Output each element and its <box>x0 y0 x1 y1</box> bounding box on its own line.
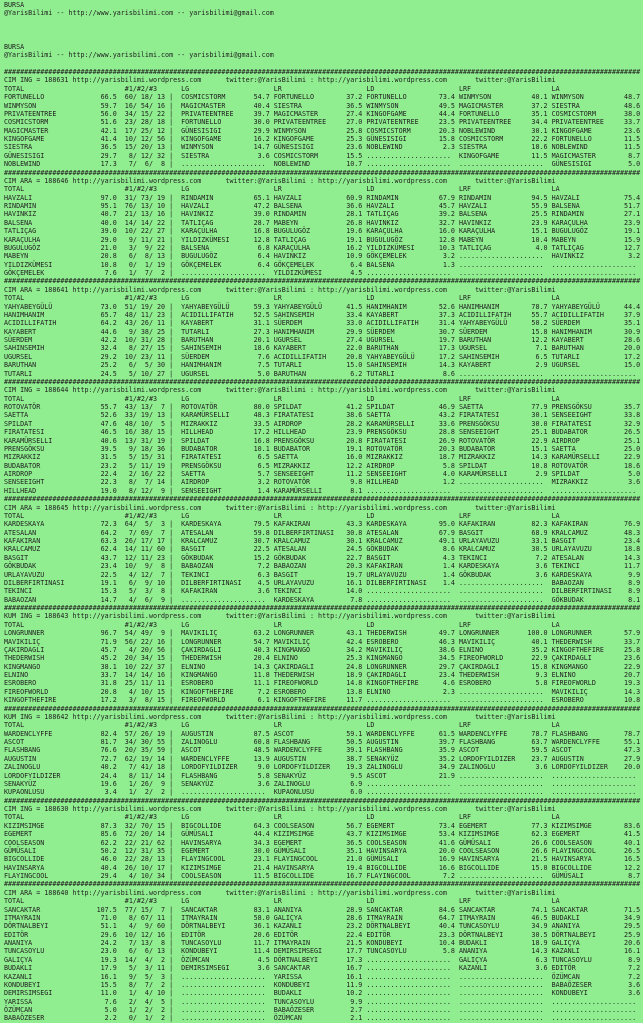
table-row: DÖRTNALBEYI 51.1 4/ 9/ 60 | DÖRTNALBEYI 36.1 KAZANLI 23.2 DÖRTNALBEYI 40.4 TUNCASOYLU 34.9 ANANIYA 29.5 <box>4 922 641 931</box>
column-header-line: TOTAL #1/#2/#3 LG LR LD LRF LA <box>4 620 560 629</box>
race-section <box>4 604 643 705</box>
table-row: KRALCAMUZ 62.4 14/ 11/ 60 | BASGIT 22.5 ATESALAN 24.5 GÖKBUDAK 8.6 KRALCAMUZ 30.5 URLAYAVUZU 18.8 <box>4 545 641 554</box>
race-section <box>4 797 643 881</box>
race-section <box>4 68 643 169</box>
table-row: KAZANLI 16.1 9/ 5/ 3 | ..................... YARISSA 16.1 ..................... ..................... ÖZÜMCAN 7.2 <box>4 972 641 981</box>
column-header-line: TOTAL #1/#2/#3 LG LR LD LRF LA <box>4 294 560 303</box>
contact-line: @YarisBilimi -- http://www.yarisbilimi.com -- yarisbilimi@gmail.com <box>4 9 274 18</box>
table-row: THEDERWISH 45.2 20/ 34/ 15 | THEDERWISH 20.4 ELNINO 25.3 KINGMANGO 34.5 FIREOFWORLD 22.9 ÇAKIRDAGLI 23.6 <box>4 654 641 663</box>
section-header-line: KUM ING = 188642 http://yarisbilimi.wordpress.com twitter:@YarisBilimi : http://yarisbilimi.wordpress.com twitter:@YarisBilimi <box>4 712 556 721</box>
table-row: ELNINO 33.7 14/ 14/ 16 | KINGMANGO 11.8 THEDERWISH 18.9 ÇAKIRDAGLI 23.4 THEDERWISH 9.3 ELNINO 20.7 <box>4 671 641 679</box>
race-section <box>4 378 643 495</box>
table-row: GÖKÇEMELEK 7.6 1/ 7/ 2 | ..................... YILDIZKÜMESI 4.5 ..................... ..................... ..................... <box>4 269 641 277</box>
separator-line: ############################################################################################################################################################## <box>4 168 641 177</box>
table-row: HAVINKIZ 40.7 21/ 13/ 16 | HAVINKIZ 39.0 RINDAMIN 28.1 TATLIÇAG 39.2 BALSENA 25.5 RINDAMIN 27.1 <box>4 210 641 219</box>
race-section <box>4 705 643 797</box>
separator-line: ############################################################################################################################################################## <box>4 880 641 889</box>
sections-container <box>4 68 643 1023</box>
section-header-line: CIM ARA = 188641 http://yarisbilimi.wordpress.com twitter:@YarisBilimi : http://yarisbilimi.wordpress.com twitter:@YarisBilimi <box>4 285 556 294</box>
table-row: HILLHEAD 19.0 8/ 12/ 9 | SENSEEIGHT 1.4 KARAMÜRSELLI 8.1 ..................... ..................... ..................... <box>4 486 641 495</box>
table-row: HANIMHANIM 65.7 48/ 11/ 23 | ACIDILLIFATIH 52.5 SAHINSEMIH 33.4 KAYABERT 37.3 ACIDILLIFATIH 55.7 ACIDILLIFATIH 37.9 <box>4 310 641 319</box>
table-row: BIGCOLLIDE 46.0 22/ 28/ 13 | FLAYINGCOOL 23.1 FLAYINGCOOL 21.0 GÜMÜSALI 16.9 HAVINSARYA 21.5 HAVINSARYA 16.5 <box>4 855 641 864</box>
table-row: YARISSA 7.6 2/ 4/ 5 | ..................... TUNCASOYLU 9.9 ..................... ..................... ..................... <box>4 997 641 1006</box>
table-row: TEKINCI 15.3 5/ 3/ 8 | KAFAKIRAN 3.6 TEKINCI 14.0 ..................... ..................... DILBERFIRTINASI 8.9 <box>4 587 641 596</box>
table-row: KUPAONLUSU 3.4 1/ 2/ 2 | ..................... KUPAONLUSU 6.0 ..................... ..................... ..................... <box>4 788 641 797</box>
table-row: FLAYINGCOOL 29.4 4/ 10/ 34 | COOLSEASON 11.5 BIGCOLLIDE 16.7 FLAYINGCOOL 7.2 ..................... GÜMÜSALI 8.7 <box>4 872 641 880</box>
blank-line <box>4 60 643 68</box>
table-row: BUDABATOR 23.2 5/ 11/ 19 | PRENSGÖKSU 6.5 MIZRAKKIZ 12.2 AIRDROP 5.8 SPILDAT 10.8 ROTOVATÖR 18.6 <box>4 461 641 470</box>
table-row: SENAKYÜZ 19.6 1/ 26/ 9 | SENAKYÜZ 3.6 ZALINOGLU 6.9 ..................... ..................... ..................... <box>4 779 641 788</box>
separator-line: ############################################################################################################################################################## <box>4 604 641 612</box>
section-header-line: CIM ING = 188630 http://yarisbilimi.wordpress.com twitter:@YarisBilimi : http://yarisbilimi.wordpress.com twitter:@YarisBilimi <box>4 805 556 813</box>
table-row: BABAÖZESER 2.2 0/ 1/ 2 | ..................... ÖZÜMCAN 2.1 ..................... ..................... ..................... <box>4 1014 641 1023</box>
table-row: ÇAKIRDAGLI 45.7 4/ 20/ 56 | ÇAKIRDAGLI 40.3 KINGMANGO 34.2 MAVIKILIÇ 38.6 ELNINO 35.2 KINGOFTHEFIRE 25.8 <box>4 645 641 654</box>
table-row: BASGIT 43.7 12/ 11/ 23 | GÖKBUDAK 15.2 GÖKBUDAK 22.7 BASGIT 4.3 TEKINCI 7.2 ATESALAN 14.3 <box>4 553 641 562</box>
separator-line: ############################################################################################################################################################## <box>4 796 641 805</box>
table-row: KONDUBEYI 15.5 8/ 7/ 2 | ..................... KONDUBEYI 11.9 ..................... ..................... BABAÖZESER 3.6 <box>4 980 641 989</box>
race-section <box>4 880 643 1022</box>
section-header-line: CIM ARA = 188645 http://yarisbilimi.wordpress.com twitter:@YarisBilimi : http://yarisbilimi.wordpress.com twitter:@YarisBilimi <box>4 503 556 512</box>
table-row: WINMYSON 59.7 16/ 54/ 16 | MAGICMASTER 40.4 SIESTRA 36.5 WINMYSON 49.5 MAGICMASTER 37.2 SIESTRA 48.6 <box>4 101 641 110</box>
table-row: COOLSEASON 62.2 22/ 21/ 62 | HAVINSARYA 34.3 EGEMERT 36.5 COOLSEASON 41.6 GÜMÜSALI 26.6 COOLSEASON 40.1 <box>4 838 641 847</box>
table-row: KAFAKIRAN 63.3 26/ 17/ 17 | KRALCAMUZ 30.7 KRALCAMUZ 30.1 KRALCAMUZ 49.1 URLAYAVUZU 33.1 BASGIT 23.4 <box>4 537 641 545</box>
table-row: BUDAKLI 17.9 5/ 3/ 11 | DEMIRSIMSEGI 3.6 SANCAKTAR 16.7 ..................... KAZANLI 3.6 EDITÖR 7.2 <box>4 964 641 973</box>
table-row: RINDAMIN 95.1 76/ 13/ 10 | HAVZALI 47.2 BALSENA 36.6 HAVZALI 45.7 HAVZALI 55.9 BALSENA 51.7 <box>4 202 641 210</box>
table-row: EDITÖR 29.6 10/ 12/ 16 | EDITÖR 20.6 EDITÖR 22.4 EDITÖR 23.3 DÖRTNALBEYI 30.5 DÖRTNALBEYI 25.9 <box>4 930 641 939</box>
table-row: HAVZALI 97.0 31/ 73/ 19 | RINDAMIN 65.1 HAVZALI 60.9 RINDAMIN 67.9 RINDAMIN 94.5 HAVZALI 75.4 <box>4 193 641 202</box>
table-row: PRIVATEENTREE 56.0 34/ 15/ 22 | PRIVATEENTREE 39.7 MAGICMASTER 27.4 KINGOFGAME 44.4 FORTUNELLO 35.1 COSMICSTORM 38.0 <box>4 109 641 118</box>
section-header-line: KUM ING = 188643 http://yarisbilimi.wordpress.com twitter:@YarisBilimi : http://yarisbilimi.wordpress.com twitter:@YarisBilimi <box>4 612 556 621</box>
track-name: BURSA <box>4 42 25 51</box>
table-row: DILBERFIRTINASI 19.1 6/ 9/ 10 | DILBERFIRTINASI 4.5 URLAYAVUZU 16.1 DILBERFIRTINASI 1.4 ..................... BABAOZAN 8.9 <box>4 578 641 587</box>
column-header-line: TOTAL #1/#2/#3 LG LR LD LRF LA <box>4 721 560 730</box>
table-row: TUNCASOYLU 23.0 6/ 6/ 13 | KONDUBEYI 11.4 DEMIRSIMSEGI 17.7 TUNCASOYLU 5.8 ANANIYA 14.3 KAZANLI 16.1 <box>4 947 641 956</box>
table-row: ÖZÜMCAN 5.0 1/ 2/ 2 | ..................... BABAÖZESER 2.7 ..................... ..................... ..................... <box>4 1006 641 1014</box>
table-row: YAHYABEYGÜLÜ 73.0 51/ 19/ 20 | YAHYABEYGÜLÜ 59.3 YAHYABEYGÜLÜ 41.5 HANIMHANIM 52.6 HANIMHANIM 78.7 YAHYABEYGÜLÜ 44.4 <box>4 302 641 311</box>
blank-line <box>4 26 643 34</box>
race-section <box>4 169 643 278</box>
table-row: SANCAKTAR 107.5 77/ 15/ 7 | SANCAKTAR 83.1 ANANIYA 28.9 SANCAKTAR 84.6 SANCAKTAR 74.1 SANCAKTAR 71.5 <box>4 905 641 914</box>
table-row: LONGRUNNER 96.7 54/ 49/ 9 | MAVIKILIÇ 63.2 LONGRUNNER 43.1 THEDERWISH 49.7 LONGRUNNER 100.0 LONGRUNNER 57.9 <box>4 629 641 638</box>
column-header-line: TOTAL #1/#2/#3 LG LR LD LRF LA <box>4 84 560 93</box>
separator-line: ############################################################################################################################################################## <box>4 704 641 713</box>
table-row: KINGOFGAME 41.4 10/ 12/ 56 | KINGOFGAME 16.2 KINGOFGAME 25.3 GÜNESISIGI 15.8 COSMICSTORM 22.2 FORTUNELLO 11.5 <box>4 135 641 143</box>
table-row: ACIDILLIFATIH 64.2 43/ 26/ 11 | KAYABERT 31.1 SÜERDEM 33.0 ACIDILLIFATIH 31.4 YAHYABEYGÜLÜ 50.2 SÜERDEM 35.1 <box>4 319 641 328</box>
table-row: SENSEEIGHT 22.3 8/ 7/ 14 | AIRDROP 3.2 ROTOVATÖR 9.8 HILLHEAD 1.2 ..................... MIZRAKKIZ 3.6 <box>4 478 641 487</box>
table-row: GÜNESISIGI 29.7 8/ 12/ 32 | SIESTRA 3.6 COSMICSTORM 15.5 ..................... KINGOFGAME 11.5 MAGICMASTER 8.7 <box>4 151 641 160</box>
table-row: AUGUSTIN 72.7 62/ 19/ 14 | WARDENCLYFFE 13.9 AUGUSTIN 38.7 SENAKYÜZ 35.2 LORDOFYILDIZER 23.7 AUGUSTIN 27.9 <box>4 754 641 763</box>
table-row: NOBLEWIND 17.3 7/ 6/ 8 | ..................... NOBLEWIND 10.7 ..................... ..................... GÜNESISIGI 5.0 <box>4 160 641 169</box>
table-row: LORDOFYILDIZER 24.4 8/ 11/ 14 | FLASHBANG 5.8 SENAKYÜZ 9.5 ASCOT 21.9 ..................... ..................... <box>4 771 641 780</box>
separator-line: ############################################################################################################################################################## <box>4 495 641 504</box>
table-row: TATLIÇAG 39.0 10/ 22/ 27 | KARAÇULHA 16.8 BUGULUGÖZ 19.6 KARAÇULHA 16.0 KARAÇULHA 15.1 BUGULUGÖZ 19.1 <box>4 227 641 236</box>
section-header-line: CIM ARA = 188640 http://yarisbilimi.wordpress.com twitter:@YarisBilimi : http://yarisbilimi.wordpress.com twitter:@YarisBilimi <box>4 888 556 897</box>
table-row: MABEYN 20.8 6/ 8/ 13 | BUGULUGÖZ 6.4 HAVINKIZ 10.9 GÖKÇEMELEK 3.2 ..................... HAVINKIZ 3.2 <box>4 252 641 261</box>
table-row: AIRDROP 22.4 2/ 16/ 22 | SAETTA 5.7 SENSEEIGHT 11.2 SENSEEIGHT 4.0 KARAMÜRSELLI 2.9 SPILDAT 5.0 <box>4 470 641 478</box>
blank-line <box>4 18 643 26</box>
table-row: SÜERDEM 42.2 10/ 31/ 28 | BARUTHAN 20.1 UGURSEL 27.4 UGURSEL 19.7 BARUTHAN 12.2 KAYABERT 28.6 <box>4 336 641 344</box>
table-row: KINGMANGO 38.1 10/ 22/ 37 | ELNINO 14.3 ÇAKIRDAGLI 24.8 LONGRUNNER 29.7 ÇAKIRDAGLI 15.8 KINGMANGO 22.9 <box>4 662 641 671</box>
table-row: ASCOT 81.7 34/ 30/ 55 | ZALINOGLU 60.8 FLASHBANG 50.5 AUGUSTIN 39.7 FLASHBANG 63.7 WARDENCLYFFE 55.1 <box>4 738 641 746</box>
contact-line: @YarisBilimi -- http://www.yarisbilimi.com -- yarisbilimi@gmail.com <box>4 51 274 60</box>
table-row: KARAÇULHA 29.0 9/ 11/ 21 | YILDIZKÜMESI 12.8 TATLIÇAG 19.1 BUGULUGÖZ 12.8 MABEYN 10.4 MABEYN 15.9 <box>4 235 641 244</box>
table-row: KIZIMSIMGE 87.3 32/ 70/ 15 | BIGCOLLIDE 64.3 COOLSEASON 56.7 EGEMERT 73.4 EGEMERT 77.3 KIZIMSIMGE 83.6 <box>4 821 641 830</box>
section-header-line: CIM ARA = 188646 http://yarisbilimi.wordpress.com twitter:@YarisBilimi : http://yarisbilimi.wordpress.com twitter:@YarisBilimi <box>4 176 556 185</box>
table-row: TUTARLI 24.5 5/ 10/ 27 | UGURSEL 5.0 BARUTHAN 6.2 TUTARLI 8.6 ..................... ..................... <box>4 369 641 378</box>
column-header-line: TOTAL #1/#2/#3 LG LR LD LRF LA <box>4 897 560 906</box>
table-row: ZALINOGLU 40.2 7/ 41/ 18 | LORDOFYILDIZER 9.0 LORDOFYILDIZER 19.3 ZALINOGLU 34.9 ZALINOGLU 3.6 LORDOFYILDIZER 20.0 <box>4 763 641 772</box>
table-row: WARDENCLYFFE 82.4 57/ 26/ 19 | AUGUSTIN 87.5 ASCOT 59.1 WARDENCLYFFE 61.5 WARDENCLYFFE 78.7 FLASHBANG 78.7 <box>4 729 641 738</box>
separator-line: ############################################################################################################################################################## <box>4 68 641 76</box>
table-row: SPILDAT 47.6 48/ 10/ 5 | MIZRAKKIZ 33.5 AIRDROP 28.2 KARAMÜRSELLI 33.6 PRENSGÖKSU 30.0 FIRATATESI 32.9 <box>4 419 641 428</box>
table-row: HAVINSARYA 40.4 26/ 10/ 17 | KIZIMSIMGE 21.4 HAVINSARYA 19.4 BIGCOLLIDE 16.6 BIGCOLLIDE 15.0 BIGCOLLIDE 12.2 <box>4 863 641 872</box>
table-row: URLAYAVUZU 22.5 4/ 12/ 7 | TEKINCI 6.3 BASGIT 19.7 URLAYAVUZU 1.4 GÖKBUDAK 3.6 KARDESKAYA 9.9 <box>4 570 641 579</box>
separator-line: ############################################################################################################################################################## <box>4 277 641 286</box>
table-row: KARAMÜRSELLI 40.6 13/ 31/ 19 | SPILDAT 16.8 PRENSGÖKSU 20.8 FIRATATESI 26.9 ROTOVATÖR 22.9 AIRDROP 25.1 <box>4 436 641 445</box>
table-row: ROTOVATÖR 55.7 43/ 13/ 7 | ROTOVATÖR 80.0 SPILDAT 41.2 SPILDAT 46.9 SAETTA 77.9 PRENSGÖKSU 35.7 <box>4 403 641 411</box>
column-header-line: TOTAL #1/#2/#3 LG LR LD LRF LA <box>4 813 560 822</box>
blank-line <box>4 35 643 43</box>
table-row: YILDIZKÜMESI 10.8 0/ 1/ 19 | GÖKÇEMELEK 6.4 GÖKÇEMELEK 6.4 BALSENA 1.3 ..................... ..................... <box>4 260 641 269</box>
table-row: BUGULUGÖZ 21.0 3/ 9/ 22 | BALSENA 6.8 KARAÇULHA 16.2 YILDIZKÜMESI 10.3 TATLIÇAG 4.0 TATLIÇAG 12.7 <box>4 243 641 252</box>
table-row: MAVIKILIÇ 71.9 56/ 22/ 16 | LONGRUNNER 54.7 MAVIKILIÇ 42.4 ESROBERO 46.3 MAVIKILIÇ 40.1 THEDERWISH 33.7 <box>4 637 641 646</box>
separator-line: ############################################################################################################################################################## <box>4 377 641 386</box>
table-row: MAGICMASTER 42.1 17/ 25/ 12 | GÜNESISIGI 29.9 WINMYSON 25.8 COSMICSTORM 20.3 NOBLEWIND 30.1 KINGOFGAME 23.6 <box>4 126 641 135</box>
table-row: PRENSGÖKSU 39.5 9/ 18/ 36 | BUDABATOR 10.1 BUDABATOR 19.1 ROTOVATÖR 20.3 BUDABATOR 15.1 SAETTA 25.0 <box>4 444 641 453</box>
table-row: GALIÇYA 19.3 14/ 4/ 2 | ÖZÜMCAN 4.5 DÖRTNALBEYI 17.3 ..................... GALIÇYA 6.3 TUNCASOYLU 8.9 <box>4 955 641 964</box>
table-row: SAETTA 52.6 33/ 19/ 13 | KARAMÜRSELLI 48.3 FIRATATESI 38.6 SAETTA 43.2 FIRATATESI 30.1 SENSEEIGHT 33.8 <box>4 411 641 420</box>
table-row: GÖKBUDAK 23.4 10/ 9/ 8 | BABAOZAN 7.2 BABAOZAN 20.3 KAFAKIRAN 1.4 KARDESKAYA 3.6 TEKINCI 11.7 <box>4 562 641 571</box>
section-header-line: CIM ING = 188644 http://yarisbilimi.wordpress.com twitter:@YarisBilimi : http://yarisbilimi.wordpress.com twitter:@YarisBilimi <box>4 386 556 395</box>
section-header-line: CIM ING = 188631 http://yarisbilimi.wordpress.com twitter:@YarisBilimi : http://yarisbilimi.wordpress.com twitter:@YarisBilimi <box>4 76 556 85</box>
table-row: UGURSEL 29.2 10/ 23/ 11 | SÜERDEM 7.6 ACIDILLIFATIH 20.8 YAHYABEYGÜLÜ 17.2 SAHINSEMIH 6.5 TUTARLI 17.2 <box>4 352 641 361</box>
table-row: FIRATATESI 46.5 16/ 38/ 15 | HILLHEAD 17.2 HILLHEAD 23.9 PRENSGÖKSU 28.8 SENSEEIGHT 25.1 BUDABATOR 26.5 <box>4 428 641 437</box>
table-row: BARUTHAN 25.2 6/ 5/ 30 | HANIMHANIM 7.5 TUTARLI 15.0 SAHINSEMIH 14.3 KAYABERT 2.9 UGURSEL 15.0 <box>4 361 641 370</box>
column-header-line: TOTAL #1/#2/#3 LG LR LD LRF LA <box>4 394 560 403</box>
table-row: BABAOZAN 14.7 4/ 6/ 9 | ..................... KARDESKAYA 7.8 ..................... ..................... GÖKBUDAK 8.1 <box>4 595 641 604</box>
table-row: ANANIYA 24.2 7/ 13/ 8 | TUNCASOYLU 11.7 ITMAYRAIN 21.5 KONDUBEYI 10.4 BUDAKLI 18.9 GALIÇYA 20.6 <box>4 939 641 947</box>
table-row: BALSENA 40.0 14/ 14/ 22 | TATLIÇAG 28.7 MABEYN 26.8 HAVINKIZ 32.7 HAVINKIZ 23.9 KARAÇULHA 23.9 <box>4 218 641 227</box>
table-row: KINGOFTHEFIRE 17.2 3/ 8/ 15 | FIREOFWORLD 6.1 KINGOFTHEFIRE 11.7 ..................... ..................... ESROBERO 10.8 <box>4 696 641 705</box>
table-row: ITMAYRAIN 71.0 8/ 67/ 11 | ITMAYRAIN 58.0 GALIÇYA 28.6 ITMAYRAIN 64.7 ITMAYRAIN 46.5 BUDAKLI 34.9 <box>4 913 641 922</box>
race-section <box>4 277 643 378</box>
race-section <box>4 495 643 604</box>
table-row: COSMICSTORM 51.6 23/ 28/ 18 | FORTUNELLO 30.0 PRIVATEENTREE 27.0 PRIVATEENTREE 23.5 PRIVATEENTREE 34.4 PRIVATEENTREE 33.7 <box>4 118 641 127</box>
column-header-line: TOTAL #1/#2/#3 LG LR LD LRF LA <box>4 511 560 520</box>
table-row: FLASHBANG 76.6 20/ 35/ 59 | ASCOT 48.5 WARDENCLYFFE 39.1 FLASHBANG 35.9 ASCOT 59.5 ASCOT 47.3 <box>4 746 641 755</box>
table-row: GÜMÜSALI 50.2 12/ 31/ 35 | EGEMERT 30.0 GÜMÜSALI 35.1 HAVINSARYA 20.0 COOLSEASON 26.6 FLAYINGCOOL 26.5 <box>4 846 641 855</box>
table-row: SIESTRA 36.5 15/ 20/ 13 | WINMYSON 14.7 GÜNESISIGI 23.6 NOBLEWIND 2.3 SIESTRA 18.6 NOBLEWIND 11.5 <box>4 143 641 152</box>
table-row: SAHINSEMIH 32.4 8/ 27/ 15 | SAHINSEMIH 18.6 KAYABERT 22.0 BARUTHAN 17.3 UGURSEL 7.1 BARUTHAN 20.0 <box>4 344 641 353</box>
table-row: DEMIRSIMSEGI 11.0 1/ 4/ 10 | ..................... BUDAKLI 10.2 ..................... ..................... KONDUBEYI 3.6 <box>4 989 641 998</box>
track-name: BURSA <box>4 1 25 9</box>
table-row: ATESALAN 64.2 7/ 69/ 7 | ATESALAN 59.8 DILBERFIRTINASI 30.8 ATESALAN 67.9 BASGIT 68.9 KRALCAMUZ 48.3 <box>4 528 641 537</box>
table-row: EGEMERT 85.6 72/ 20/ 14 | GÜMÜSALI 44.4 KIZIMSIMGE 43.7 KIZIMSIMGE 53.4 KIZIMSIMGE 62.3 EGEMERT 41.5 <box>4 830 641 839</box>
table-row: FIREOFWORLD 20.8 4/ 10/ 15 | KINGOFTHEFIRE 7.2 ESROBERO 13.8 ELNINO 2.3 ..................... MAVIKILIÇ 14.3 <box>4 687 641 696</box>
column-header-line: TOTAL #1/#2/#3 LG LR LD LRF LA <box>4 185 560 194</box>
table-row: MIZRAKKIZ 31.5 5/ 15/ 31 | FIRATATESI 6.5 SAETTA 16.0 MIZRAKKIZ 18.7 MIZRAKKIZ 14.3 KARAMÜRSELLI 22.9 <box>4 453 641 462</box>
table-row: KAYABERT 44.6 9/ 38/ 25 | TUTARLI 27.3 HANIMHANIM 29.9 SÜERDEM 30.7 SÜERDEM 15.8 HANIMHANIM 30.9 <box>4 327 641 336</box>
table-row: ESROBERO 31.8 25/ 11/ 11 | ESROBERO 11.1 FIREOFWORLD 14.8 KINGOFTHEFIRE 4.6 ESROBERO 5.8 FIREOFWORLD 19.3 <box>4 679 641 688</box>
table-row: FORTUNELLO 66.5 60/ 18/ 13 | COSMICSTORM 54.7 FORTUNELLO 37.2 FORTUNELLO 73.4 WINMYSON 40.1 WINMYSON 48.7 <box>4 93 641 102</box>
table-row: KARDESKAYA 72.3 64/ 5/ 3 | KARDESKAYA 79.5 KAFAKIRAN 43.3 KARDESKAYA 95.0 KAFAKIRAN 82.3 KAFAKIRAN 76.9 <box>4 520 641 529</box>
